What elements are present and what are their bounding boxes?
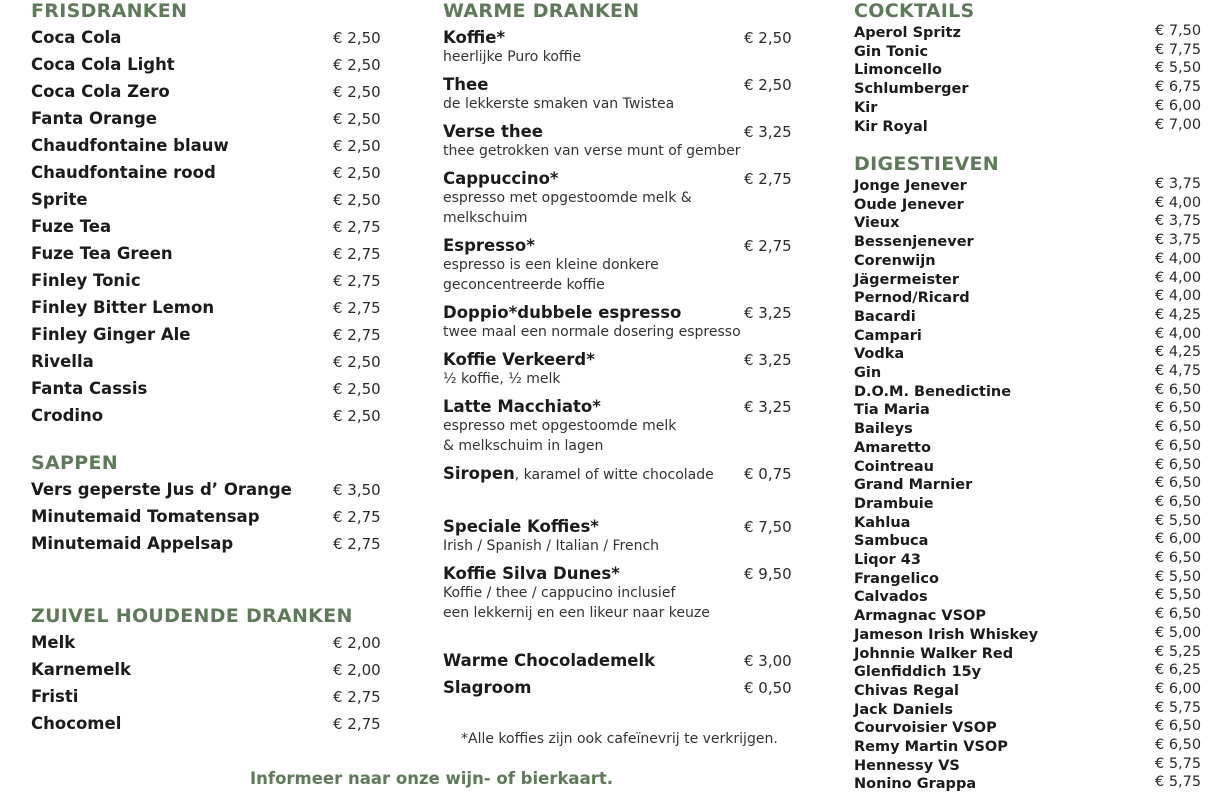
menu-item (443, 236, 803, 295)
menu-item (31, 325, 391, 344)
item-name: Kahlua (854, 514, 911, 531)
item-name: Fanta Orange (31, 109, 157, 128)
item-name: Frangelico (854, 570, 939, 587)
heading-frisdranken: FRISDRANKEN (31, 0, 188, 22)
item-description: melkschuim (443, 210, 528, 226)
menu-item (854, 699, 1209, 718)
item-mark: * (592, 397, 601, 416)
menu-item (31, 534, 391, 553)
menu-item (31, 406, 391, 425)
menu-item (854, 325, 1209, 344)
menu-item (854, 661, 1209, 680)
item-price: € 2,50 (333, 83, 381, 101)
item-name: Vieux (854, 215, 900, 232)
item-price: € 2,75 (333, 535, 381, 553)
item-price: € 2,75 (333, 715, 381, 733)
menu-item (854, 474, 1209, 493)
item-name: Oude Jenever (854, 196, 964, 213)
menu-item (443, 350, 803, 389)
item-mark: * (590, 517, 599, 536)
menu-item (854, 78, 1209, 97)
wine-beer-info: Informeer naar onze wijn- of bierkaart. (250, 769, 613, 788)
item-description: espresso met opgestoomde melk (443, 418, 677, 434)
item-name: Espresso (443, 236, 527, 255)
menu-item (854, 399, 1209, 418)
item-name: Grand Marnier (854, 477, 973, 494)
item-price: € 5,75 (1155, 699, 1202, 716)
menu-item (31, 633, 391, 652)
menu-item (854, 41, 1209, 60)
item-name: Karnemelk (31, 660, 132, 679)
item-mark: * (586, 350, 595, 369)
menu-item (443, 28, 803, 67)
item-price: € 3,50 (333, 481, 381, 499)
item-price: € 6,50 (1155, 437, 1202, 454)
item-price: € 4,00 (1155, 325, 1202, 342)
item-price: € 2,75 (333, 299, 381, 317)
menu-item (854, 624, 1209, 643)
item-name: Baileys (854, 421, 913, 438)
item-description: heerlijke Puro koffie (443, 49, 582, 65)
item-name: Minutemaid Tomatensap (31, 507, 260, 526)
menu-item (31, 28, 391, 47)
item-price: € 6,50 (1155, 550, 1202, 566)
item-name: Gin Tonic (854, 43, 929, 60)
item-name: Finley Bitter Lemon (31, 298, 215, 317)
item-name: Sambuca (854, 533, 929, 550)
item-name: Fuze Tea Green (31, 244, 173, 263)
menu-item (854, 194, 1209, 213)
item-name: Jameson Irish Whiskey (854, 626, 1039, 643)
item-price: € 2,75 (333, 326, 381, 344)
menu-item (854, 212, 1209, 231)
menu-item (31, 136, 391, 155)
menu-item (31, 379, 391, 398)
item-price: € 6,00 (1155, 97, 1202, 114)
item-description: twee maal een normale dosering espresso (443, 324, 741, 340)
item-description: espresso met opgestoomde melk & (443, 190, 692, 206)
item-description: & melkschuim in lagen (443, 438, 604, 454)
item-name: Speciale Koffies (443, 517, 591, 536)
menu-item (854, 717, 1209, 736)
item-name: Rivella (31, 352, 94, 371)
heading-sappen: SAPPEN (31, 452, 118, 474)
item-description: , karamel of witte chocolade (514, 467, 714, 483)
item-price: € 3,25 (744, 304, 792, 322)
menu-item (854, 755, 1209, 774)
item-name: Glenfiddich 15y (854, 664, 982, 681)
item-price: € 2,50 (333, 191, 381, 209)
item-price: € 2,50 (333, 29, 381, 47)
item-description: Irish / Spanish / Italian / French (443, 538, 660, 554)
item-price: € 6,50 (1155, 456, 1202, 473)
menu-item (854, 605, 1209, 624)
item-name: Campari (854, 327, 922, 344)
menu-item (443, 169, 803, 228)
heading-warme-dranken: WARME DRANKEN (443, 0, 640, 22)
item-name: Finley Tonic (31, 271, 141, 290)
item-name: Hennessy VS (854, 757, 960, 774)
menu-item (443, 75, 803, 114)
item-price: € 6,00 (1155, 680, 1202, 697)
item-name: Koffie Verkeerd (443, 350, 587, 369)
item-price: € 5,50 (1155, 568, 1202, 585)
item-name: Kir (854, 99, 878, 116)
item-name: Liqor 43 (854, 552, 921, 568)
item-price: € 4,25 (1155, 344, 1202, 361)
item-name: Limoncello (854, 62, 942, 79)
item-name: D.O.M. Benedictine (854, 383, 1012, 400)
item-price: € 3,25 (744, 123, 792, 141)
menu-item (31, 660, 391, 679)
item-price: € 5,00 (1155, 624, 1202, 641)
item-price: € 6,50 (1155, 400, 1202, 417)
item-description: ½ koffie, ½ melk (443, 371, 561, 387)
item-name: Vodka (854, 346, 905, 363)
item-price: € 7,50 (744, 518, 792, 536)
item-price: € 2,00 (333, 661, 381, 679)
menu-item (31, 190, 391, 209)
menu-item (31, 714, 391, 733)
item-description: de lekkerste smaken van Twistea (443, 96, 675, 112)
item-name: Nonino Grappa (854, 776, 977, 793)
menu-item (854, 59, 1209, 78)
item-price: € 4,25 (1155, 306, 1202, 323)
item-price: € 6,50 (1155, 718, 1202, 735)
item-price: € 2,50 (333, 407, 381, 425)
item-price: € 2,75 (744, 237, 792, 255)
item-name: Calvados (854, 589, 928, 606)
item-name: Jack Daniels (854, 701, 954, 718)
item-price: € 3,75 (1155, 213, 1202, 230)
item-name: Bacardi (854, 308, 916, 325)
item-name: Koffie (443, 28, 497, 47)
item-name: Chaudfontaine blauw (31, 136, 229, 155)
item-name: Minutemaid Appelsap (31, 534, 234, 553)
item-name: Amaretto (854, 439, 931, 456)
item-price: € 5,50 (1155, 60, 1202, 77)
menu-item (854, 175, 1209, 194)
item-name: Pernod/Ricard (854, 290, 970, 307)
item-mark: *dubbele espresso (508, 303, 682, 322)
item-name: Cappuccino (443, 169, 550, 188)
item-price: € 7,75 (1155, 41, 1202, 58)
item-price: € 3,75 (1155, 232, 1202, 249)
item-name: Thee (443, 75, 489, 94)
menu-item (31, 55, 391, 74)
item-price: € 4,00 (1155, 269, 1202, 286)
item-price: € 5,50 (1155, 587, 1202, 604)
menu-item (854, 736, 1209, 755)
menu-item (31, 271, 391, 290)
menu-item (443, 303, 803, 342)
item-price: € 2,50 (333, 110, 381, 128)
menu-item (854, 530, 1209, 549)
item-price: € 2,50 (333, 137, 381, 155)
menu-item (443, 397, 803, 456)
item-name: Johnnie Walker Red (854, 645, 1014, 662)
item-name: Cointreau (854, 458, 934, 475)
menu-item (854, 568, 1209, 587)
menu-item (854, 456, 1209, 475)
item-price: € 9,50 (744, 565, 792, 583)
heading-zuivel: ZUIVEL HOUDENDE DRANKEN (31, 605, 353, 627)
item-name: Chivas Regal (854, 682, 959, 699)
menu-item (31, 480, 391, 499)
item-name: Fuze Tea (31, 217, 112, 236)
menu-item (854, 381, 1209, 400)
item-price: € 6,50 (1155, 381, 1202, 398)
item-description: thee getrokken van verse munt of gember (443, 143, 741, 159)
item-name: Schlumberger (854, 81, 969, 98)
menu-item (854, 287, 1209, 306)
item-price: € 4,00 (1155, 250, 1202, 267)
item-name: Doppio (443, 303, 509, 322)
item-description: espresso is een kleine donkere (443, 257, 659, 273)
item-price: € 5,75 (1155, 755, 1202, 772)
item-name: Jägermeister (854, 271, 960, 288)
item-price: € 6,50 (1155, 419, 1202, 436)
item-name: Crodino (31, 406, 104, 425)
menu-item (854, 680, 1209, 699)
item-price: € 2,75 (333, 245, 381, 263)
menu-item (854, 418, 1209, 437)
menu-item (443, 517, 803, 556)
menu-item (854, 231, 1209, 250)
item-price: € 6,50 (1155, 737, 1202, 753)
siropen-item (443, 464, 803, 485)
menu-item (854, 362, 1209, 381)
item-name: Tia Maria (854, 402, 930, 419)
item-name: Coca Cola Light (31, 55, 175, 74)
menu-item (854, 116, 1209, 135)
item-name: Verse thee (443, 122, 543, 141)
item-name: Vers geperste Jus d’ Orange (31, 480, 292, 499)
menu-item (854, 437, 1209, 456)
item-price: € 3,75 (1155, 176, 1202, 192)
menu-item (31, 352, 391, 371)
item-name: Chaudfontaine rood (31, 163, 216, 182)
item-name: Courvoisier VSOP (854, 720, 997, 737)
menu-item (854, 97, 1209, 116)
item-price: € 0,50 (744, 679, 792, 697)
item-name: Finley Ginger Ale (31, 325, 191, 344)
item-price: € 2,75 (744, 170, 792, 188)
menu-item (854, 549, 1209, 568)
menu-item (31, 217, 391, 236)
item-name: Drambuie (854, 495, 934, 512)
menu-item (854, 512, 1209, 531)
item-name: Fristi (31, 687, 79, 706)
item-price: € 6,50 (1155, 475, 1202, 492)
item-price: € 2,50 (744, 29, 792, 47)
item-price: € 7,00 (1155, 116, 1202, 133)
item-name: Fanta Cassis (31, 379, 148, 398)
item-mark: * (611, 564, 620, 583)
item-price: € 3,25 (744, 351, 792, 369)
heading-digestieven: DIGESTIEVEN (854, 153, 999, 175)
item-name: Coca Cola (31, 28, 122, 47)
item-price: € 2,75 (333, 272, 381, 290)
menu-item (443, 122, 803, 161)
item-mark: * (549, 169, 559, 188)
item-price: € 3,25 (744, 398, 792, 416)
item-mark: * (526, 236, 535, 255)
item-mark: * (496, 28, 506, 47)
menu-item (854, 493, 1209, 512)
item-name: Jonge Jenever (854, 178, 967, 194)
item-price: € 4,75 (1155, 363, 1202, 379)
item-description: Koffie / thee / cappucino inclusief (443, 585, 676, 601)
item-price: € 2,75 (333, 508, 381, 526)
item-price: € 7,50 (1155, 23, 1202, 39)
menu-item (854, 343, 1209, 362)
item-description: geconcentreerde koffie (443, 277, 605, 293)
menu-item (854, 269, 1209, 288)
menu-item (31, 244, 391, 263)
item-name: Remy Martin VSOP (854, 739, 1008, 755)
menu-item (31, 507, 391, 526)
item-price: € 2,00 (333, 634, 381, 652)
menu-item (854, 773, 1209, 792)
item-name: Corenwijn (854, 252, 936, 269)
item-price: € 2,50 (333, 164, 381, 182)
item-price: € 5,75 (1155, 774, 1202, 791)
item-price: € 4,00 (1155, 194, 1202, 211)
menu-item (854, 643, 1209, 662)
item-price: € 6,50 (1155, 493, 1202, 510)
item-name: Gin (854, 365, 882, 381)
menu-item (443, 678, 803, 697)
item-name: Bessenjenever (854, 234, 974, 251)
menu-item (854, 586, 1209, 605)
heading-cocktails: COCKTAILS (854, 0, 975, 22)
item-name: Armagnac VSOP (854, 608, 987, 625)
menu-item (31, 298, 391, 317)
item-name: Kir Royal (854, 118, 928, 135)
item-name: Siropen (443, 464, 515, 483)
menu-item (31, 82, 391, 101)
menu-item (854, 250, 1209, 269)
item-price: € 2,50 (744, 76, 792, 94)
item-name: Warme Chocolademelk (443, 651, 656, 670)
menu-item (854, 306, 1209, 325)
item-name: Coca Cola Zero (31, 82, 170, 101)
item-price: € 3,00 (744, 652, 792, 670)
item-name: Melk (31, 633, 76, 652)
item-description: een lekkernij en een likeur naar keuze (443, 605, 710, 621)
menu-item (31, 163, 391, 182)
item-price: € 2,50 (333, 56, 381, 74)
item-name: Koffie Silva Dunes (443, 564, 612, 583)
item-name: Sprite (31, 190, 88, 209)
item-price: € 5,25 (1155, 643, 1202, 660)
menu-item (31, 109, 391, 128)
item-price: € 4,00 (1155, 288, 1202, 305)
menu-item (443, 564, 803, 623)
item-price: € 5,50 (1155, 512, 1202, 529)
item-name: Latte Macchiato (443, 397, 593, 416)
item-price: € 2,50 (333, 380, 381, 398)
menu-item (443, 651, 803, 670)
item-price: € 6,50 (1155, 606, 1202, 623)
item-name: Chocomel (31, 714, 122, 733)
item-name: Slagroom (443, 678, 532, 697)
menu-item (31, 687, 391, 706)
item-price: € 2,75 (333, 218, 381, 236)
item-price: € 6,75 (1155, 79, 1202, 96)
item-name: Aperol Spritz (854, 25, 961, 41)
item-price: € 6,25 (1155, 662, 1202, 679)
decaf-footnote: *Alle koffies zijn ook cafeïnevrij te verkrijgen. (461, 731, 778, 747)
item-price: € 6,00 (1155, 531, 1202, 548)
item-price: € 2,75 (333, 688, 381, 706)
item-price: € 2,50 (333, 353, 381, 371)
item-price: € 0,75 (744, 465, 792, 483)
menu-item (854, 22, 1209, 41)
